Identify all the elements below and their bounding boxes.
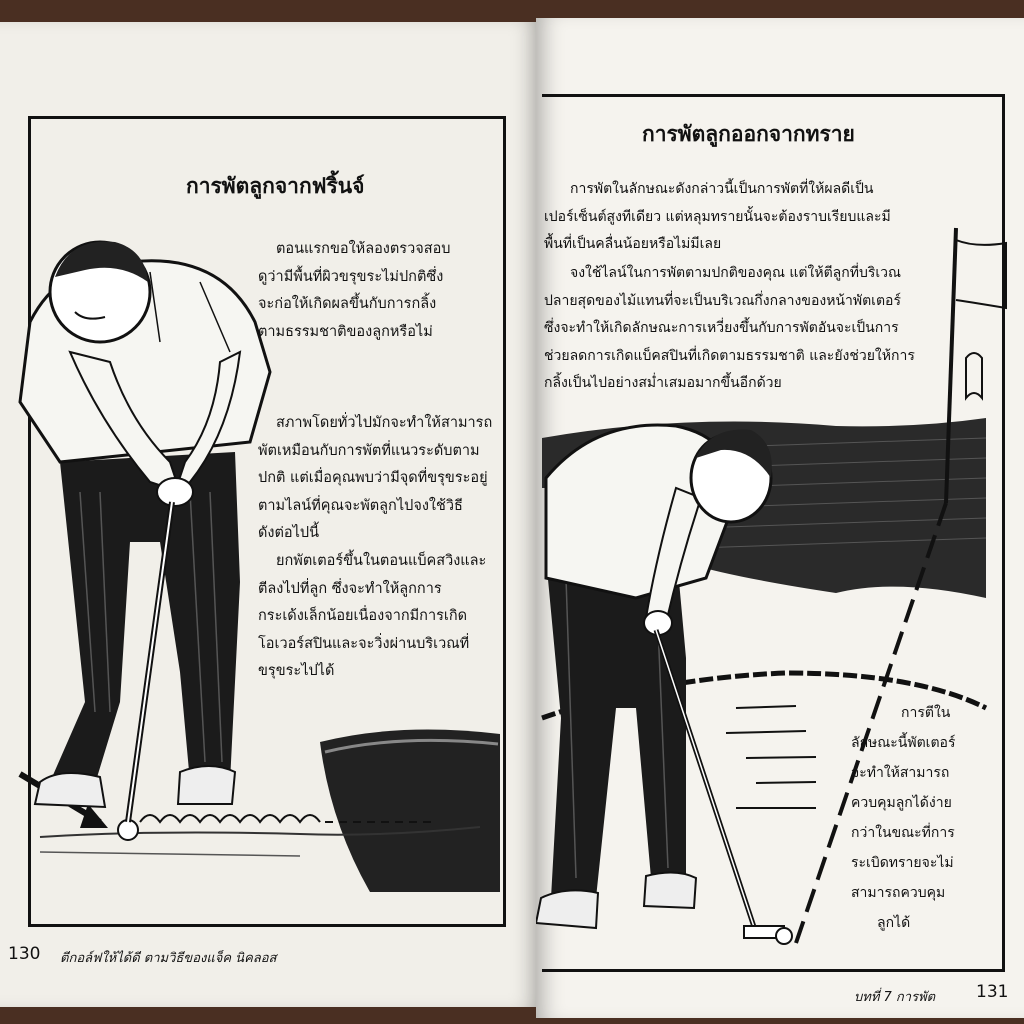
text-line: ยกพัตเตอร์ขึ้นในตอนแบ็คสวิงและ <box>276 553 487 569</box>
left-paragraph-2 <box>258 410 492 548</box>
text-line: ตีลงไปที่ลูก ซึ่งจะทำให้ลูกการ <box>258 580 442 597</box>
text-line: ลูกได้ <box>877 915 911 931</box>
text-line: โอเวอร์สปินและจะวิ่งผ่านบริเวณที่ <box>258 635 470 652</box>
text-line: ซึ่งจะทำให้เกิดลักษณะการเหวี่ยงขึ้นกับการพัตอันจะเป็นการ <box>544 320 899 336</box>
text-line: ปกติ แต่เมื่อคุณพบว่ามีจุดที่ขรุขระอยู่ <box>258 470 488 486</box>
text-line: พัตเหมือนกับการพัตที่แนวระดับตาม <box>258 442 480 459</box>
text-line: พื้นที่เป็นคลื่นน้อยหรือไม่มีเลย <box>544 236 722 252</box>
text-line: สภาพโดยทั่วไปมักจะทำให้สามารถ <box>276 415 493 431</box>
text-line: ตามไลน์ที่คุณจะพัตลูกไปจงใช้วิธี <box>258 497 463 514</box>
text-line: จะก่อให้เกิดผลขึ้นกับการกลิ้ง <box>258 296 437 312</box>
text-line: ดังต่อไปนี้ <box>258 525 320 541</box>
right-paragraph-2 <box>544 260 915 398</box>
text-line: ช่วยลดการเกิดแบ็คสปินที่เกิดตามธรรมชาติ และยังช่วยให้การ <box>544 347 915 364</box>
right-paragraph-1 <box>544 176 891 259</box>
text-line: ขรุขระไปได้ <box>258 663 335 679</box>
text-line: ตอนแรกขอให้ลองตรวจสอบ <box>276 241 451 257</box>
right-page <box>536 18 1024 1018</box>
text-line: การพัตในลักษณะดังกล่าวนี้เป็นการพัตที่ให้ผลดีเป็น <box>570 181 874 197</box>
right-running-footer: บทที่ 7 การพัต <box>854 990 936 1005</box>
text-line: ควบคุมลูกได้ง่าย <box>851 795 952 811</box>
text-line: จะทำให้สามารถ <box>851 765 950 781</box>
text-line: จงใช้ไลน์ในการพัตตามปกติของคุณ แต่ให้ตีลูกที่บริเวณ <box>570 265 902 281</box>
text-line: สามารถควบคุม <box>851 885 946 901</box>
text-line: ปลายสุดของไม้แทนที่จะเป็นบริเวณกึ่งกลางของหน้าพัตเตอร์ <box>544 292 901 309</box>
left-page-number: 130 <box>8 944 41 964</box>
left-paragraph-1 <box>258 236 451 346</box>
text-line: ดูว่ามีพื้นที่ผิวขรุขระไม่ปกติซึ่ง <box>258 268 444 285</box>
text-line: การตีใน <box>901 705 951 721</box>
text-line: กระเด้งเล็กน้อยเนื่องจากมีการเกิด <box>258 608 468 624</box>
text-line: กว่าในขณะที่การ <box>851 825 955 841</box>
left-title: การพัตลูกจากฟริ้นจ์ <box>186 174 365 198</box>
text-line: ตามธรรมชาติของลูกหรือไม่ <box>258 323 433 340</box>
text-line: กลิ้งเป็นไปอย่างสม่ำเสมอมากขึ้นอีกด้วย <box>544 375 782 391</box>
left-paragraph-3 <box>258 548 486 686</box>
text-line: ระเบิดทรายจะไม่ <box>851 855 954 871</box>
right-caption <box>851 698 956 938</box>
text-line: เปอร์เซ็นต์สูงทีเดียว แต่หลุมทรายนั้นจะต้องราบเรียบและมี <box>544 208 891 225</box>
left-page <box>0 22 540 1007</box>
text-line: ลักษณะนี้พัตเตอร์ <box>851 735 956 751</box>
left-running-footer: ตีกอล์ฟให้ได้ดี ตามวิธีของแจ็ค นิคลอส <box>60 951 277 966</box>
right-title: การพัตลูกออกจากทราย <box>642 122 855 146</box>
right-page-number: 131 <box>976 982 1009 1002</box>
